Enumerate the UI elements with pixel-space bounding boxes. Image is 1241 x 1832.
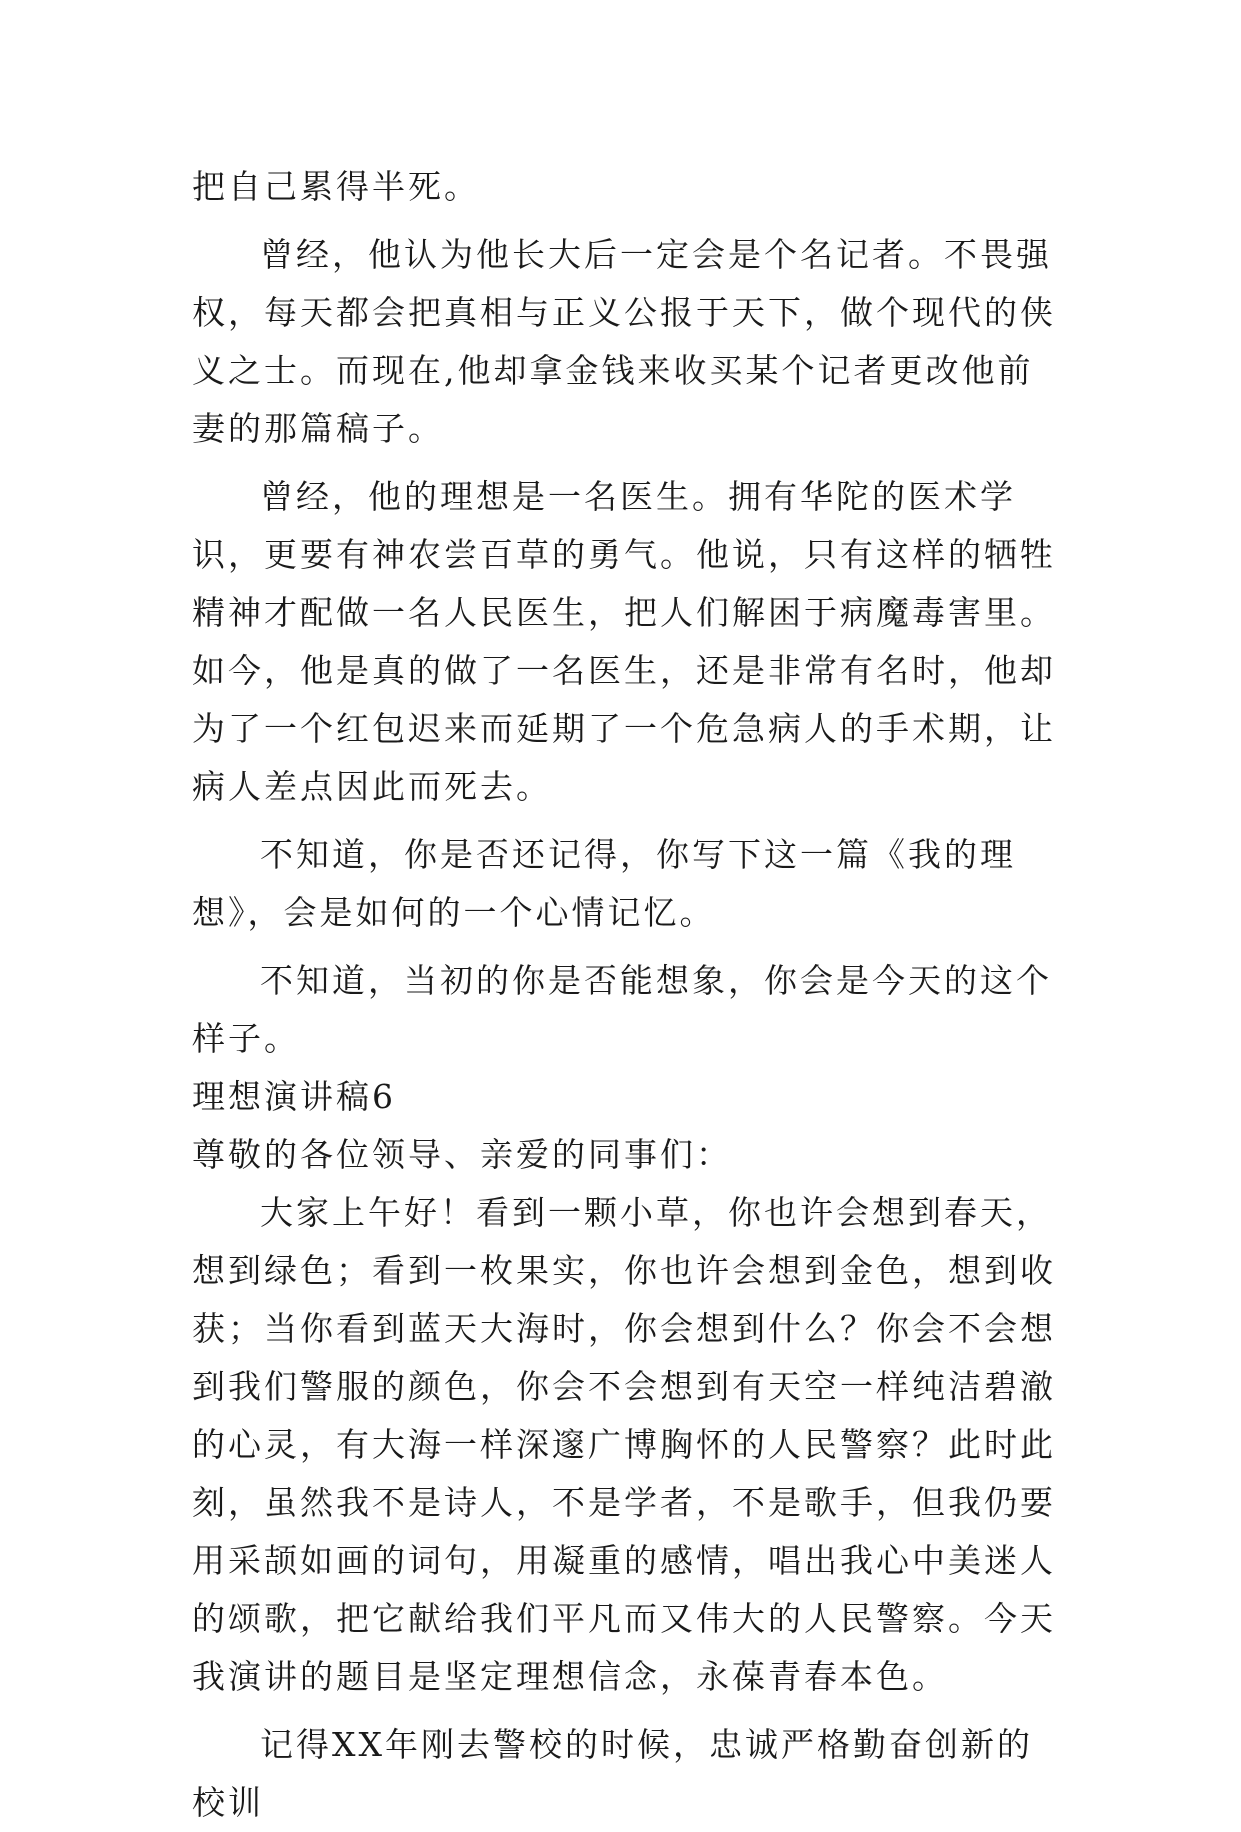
salutation: 尊敬的各位领导、亲爱的同事们： [192, 1135, 732, 1174]
paragraph-continuation: 把自己累得半死。 [192, 167, 480, 206]
section-title: 理想演讲稿6 [192, 1077, 396, 1116]
paragraph-doctor: 曾经，他的理想是一名医生。拥有华陀的医术学识，更要有神农尝百草的勇气。他说，只有这样的牺牲精神才配做一名人民医生，把人们解困于病魔毒害里。如今，他是真的做了一名医生，还是非常有名时，他却为了一个红包迟来而延期了一个危急病人的手术期，让病人差点因此而死去。 [192, 477, 1056, 806]
document-body [192, 158, 1058, 1832]
speech-paragraph-opening: 大家上午好！看到一颗小草，你也许会想到春天，想到绿色；看到一枚果实，你也许会想到金色，想到收获；当你看到蓝天大海时，你会想到什么？你会不会想到我们警服的颜色，你会不会想到有天空一样纯洁碧澈的心灵，有大海一样深邃广博胸怀的人民警察？此时此刻，虽然我不是诗人，不是学者，不是歌手，但我仍要用采颉如画的词句，用凝重的感情，唱出我心中美迷人的颂歌，把它献给我们平凡而又伟大的人民警察。今天我演讲的题目是坚定理想信念，永葆青春本色。 [192, 1193, 1056, 1696]
paragraph-reporter: 曾经，他认为他长大后一定会是个名记者。不畏强权，每天都会把真相与正义公报于天下，做个现代的侠义之士。而现在,他却拿金钱来收买某个记者更改他前妻的那篇稿子。 [192, 235, 1056, 448]
paragraph-imagine: 不知道，当初的你是否能想象，你会是今天的这个样子。 [192, 961, 1052, 1058]
paragraph-memory: 不知道，你是否还记得，你写下这一篇《我的理想》，会是如何的一个心情记忆。 [192, 835, 1016, 932]
speech-paragraph-school: 记得XX年刚去警校的时候，忠诚严格勤奋创新的校训 [192, 1725, 1033, 1822]
